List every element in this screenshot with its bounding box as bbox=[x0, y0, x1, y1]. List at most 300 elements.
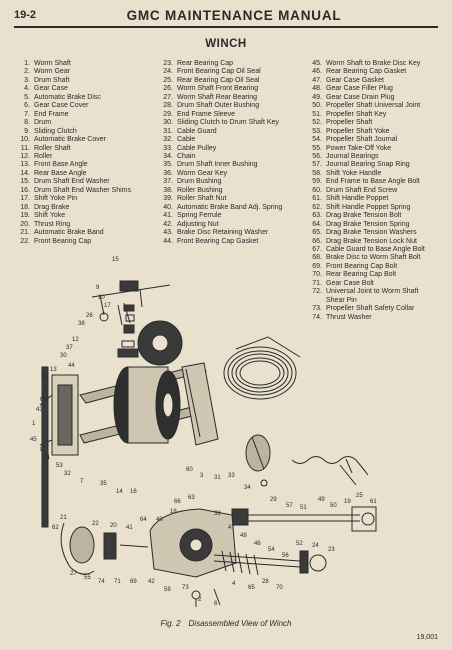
part-list-item bbox=[16, 94, 131, 102]
part-name: Automatic Brake Cover bbox=[34, 136, 106, 144]
part-number: 64. bbox=[312, 220, 322, 228]
diagram-callout-label: 69 bbox=[130, 579, 137, 585]
figure-caption bbox=[0, 619, 452, 628]
diagram-callout-label: 29 bbox=[270, 497, 277, 503]
part-name: Front Bearing Cap Gasket bbox=[177, 237, 259, 245]
part-name: Worm Shaft Rear Bearing bbox=[177, 93, 258, 101]
part-list-item bbox=[157, 195, 282, 203]
part-number: 50. bbox=[312, 102, 322, 110]
part-name: Worm Shaft to Brake Disc Key bbox=[326, 60, 421, 67]
diagram-callout-label: 13 bbox=[50, 367, 57, 373]
diagram-callout-label: 42 bbox=[148, 579, 155, 585]
part-list-item bbox=[157, 94, 282, 102]
part-number: 40. bbox=[163, 203, 173, 211]
diagram-callout-label: 19 bbox=[344, 499, 351, 505]
part-number: 72. bbox=[312, 288, 322, 296]
part-list-item bbox=[306, 195, 425, 203]
part-name: Automatic Brake Disc bbox=[34, 93, 101, 101]
part-number: 3. bbox=[24, 76, 30, 84]
diagram-callout-label: 6 bbox=[214, 601, 218, 607]
part-list-item bbox=[306, 136, 425, 144]
part-number: 47. bbox=[312, 76, 322, 84]
part-name: Universal Joint to Worm Shaft bbox=[326, 288, 419, 296]
part-name: Journal Bearings bbox=[326, 152, 379, 160]
part-number: 34. bbox=[163, 152, 173, 160]
part-name: Gear Case Cover bbox=[34, 102, 89, 110]
page-number: 19-2 bbox=[14, 9, 37, 21]
diagram-callout-label: 20 bbox=[110, 523, 117, 529]
diagram-callout-label: 27 bbox=[70, 571, 77, 577]
diagram-callout-label: 62 bbox=[52, 525, 59, 531]
part-name: Front Bearing Cap Oil Seal bbox=[177, 68, 261, 76]
part-list-item bbox=[16, 195, 131, 203]
part-number: 7. bbox=[24, 110, 30, 118]
diagram-callout-label: 14 bbox=[116, 489, 123, 495]
part-name: Cable Guard to Base Angle Bolt bbox=[326, 245, 425, 253]
part-name: Propeller Shaft bbox=[326, 119, 373, 127]
part-name: Rear Bearing Cap Bolt bbox=[326, 271, 397, 279]
part-number: 12. bbox=[20, 152, 30, 160]
part-number: 55. bbox=[312, 144, 322, 152]
diagram-callout-label: 68 bbox=[40, 397, 47, 403]
exploded-view-diagram bbox=[0, 245, 452, 615]
part-number: 46. bbox=[312, 68, 322, 76]
part-number: 31. bbox=[163, 127, 173, 135]
figure-title: Disassembled View of Winch bbox=[188, 619, 292, 628]
part-list-item bbox=[306, 204, 425, 212]
part-list-item bbox=[157, 221, 282, 229]
diagram-callout-label: 10 bbox=[98, 295, 105, 301]
diagram-callout-label: 37 bbox=[66, 345, 73, 351]
part-list-item bbox=[157, 85, 282, 93]
diagram-callout-label: 2 bbox=[198, 597, 202, 603]
diagram-callout-label: 28 bbox=[262, 579, 269, 585]
part-list-item bbox=[306, 153, 425, 161]
part-number: 60. bbox=[312, 186, 322, 194]
part-number: 32. bbox=[163, 136, 173, 144]
part-number: 73. bbox=[312, 305, 322, 313]
footer-code: 19,001 bbox=[416, 634, 438, 641]
diagram-callout-label: 60 bbox=[186, 467, 193, 473]
diagram-callout-label: 63 bbox=[188, 495, 195, 501]
part-name: Drag Brake Tension Washers bbox=[326, 229, 417, 237]
part-list-item bbox=[157, 128, 282, 136]
part-number: 43. bbox=[163, 229, 173, 237]
part-number: 49. bbox=[312, 93, 322, 101]
part-name: Drum bbox=[34, 119, 52, 127]
part-name: Power Take-Off Yoke bbox=[326, 144, 392, 152]
part-name: Drum Shaft End Screw bbox=[326, 186, 398, 194]
diagram-callout-label: 66 bbox=[174, 499, 181, 505]
part-number: 71. bbox=[312, 279, 322, 287]
part-number: 54. bbox=[312, 136, 322, 144]
part-list-item bbox=[306, 229, 425, 237]
part-name: Shift Handle Poppet bbox=[326, 195, 389, 203]
part-number: 26. bbox=[163, 85, 173, 93]
part-number: 38. bbox=[163, 186, 173, 194]
diagram-callout-label: 30 bbox=[60, 353, 67, 359]
part-number: 33. bbox=[163, 144, 173, 152]
diagram-callout-label: 61 bbox=[370, 499, 377, 505]
diagram-callout-label: 39 bbox=[214, 511, 221, 517]
part-name: Brake Disc Retaining Washer bbox=[177, 229, 269, 237]
part-list-item bbox=[306, 102, 425, 110]
part-name: Cable Pulley bbox=[177, 144, 217, 152]
part-number: 66. bbox=[312, 237, 322, 245]
part-name: Drag Brake Tension Spring bbox=[326, 220, 410, 228]
part-name: Gear Case Gasket bbox=[326, 76, 384, 84]
diagram-callout-label: 44 bbox=[68, 363, 75, 369]
part-number: 44. bbox=[163, 237, 173, 245]
part-name: Journal Bearing Snap Ring bbox=[326, 161, 410, 169]
part-name: Shift Yoke Handle bbox=[326, 169, 382, 177]
diagram-callout-label: 45 bbox=[30, 437, 37, 443]
part-name: Propeller Shaft Yoke bbox=[326, 127, 390, 135]
part-number: 30. bbox=[163, 119, 173, 127]
part-name: Drum Bushing bbox=[177, 178, 222, 186]
part-name: Roller bbox=[34, 152, 53, 160]
part-name: Front Bearing Cap bbox=[34, 237, 92, 245]
diagram-callout-label: 26 bbox=[86, 313, 93, 319]
diagram-callout-label: 56 bbox=[282, 553, 289, 559]
figure-number: Fig. 2 bbox=[160, 619, 181, 628]
part-list-item bbox=[306, 111, 425, 119]
diagram-callout-label: 40 bbox=[156, 517, 163, 523]
part-list-item bbox=[157, 136, 282, 144]
part-number: 17. bbox=[20, 195, 30, 203]
brake-assembly bbox=[61, 523, 148, 574]
diagram-callout-label: 49 bbox=[318, 497, 325, 503]
part-name: Gear Case Filler Plug bbox=[326, 85, 393, 93]
part-list-item bbox=[306, 145, 425, 153]
part-name: Rear Base Angle bbox=[34, 169, 87, 177]
part-number: 53. bbox=[312, 127, 322, 135]
part-list-item bbox=[16, 178, 131, 186]
parts-list-column-2 bbox=[157, 60, 282, 246]
parts-list-column-1 bbox=[16, 60, 131, 246]
part-number: 15. bbox=[20, 178, 30, 186]
diagram-callout-label: 9 bbox=[96, 285, 100, 291]
part-number: 5. bbox=[24, 93, 30, 101]
part-number: 48. bbox=[312, 85, 322, 93]
diagram-callout-label: 25 bbox=[356, 493, 363, 499]
part-list-item bbox=[306, 68, 425, 76]
diagram-callout-label: 35 bbox=[100, 481, 107, 487]
part-list-item bbox=[157, 119, 282, 127]
diagram-callout-label: 55 bbox=[84, 575, 91, 581]
part-number: 39. bbox=[163, 195, 173, 203]
part-list-item bbox=[16, 68, 131, 76]
part-number: 19. bbox=[20, 212, 30, 220]
diagram-callout-label: 21 bbox=[60, 515, 67, 521]
diagram-callout-label: 51 bbox=[300, 505, 307, 511]
part-number: 62. bbox=[312, 203, 322, 211]
part-number: 37. bbox=[163, 178, 173, 186]
part-name: Drum Shaft bbox=[34, 76, 70, 84]
part-list-item bbox=[306, 212, 425, 220]
part-number: 70. bbox=[312, 271, 322, 279]
part-number: 59. bbox=[312, 178, 322, 186]
part-name: Front Base Angle bbox=[34, 161, 88, 169]
part-number: 24. bbox=[163, 68, 173, 76]
part-number: 2. bbox=[24, 68, 30, 76]
part-number: 51. bbox=[312, 110, 322, 118]
part-name: Automatic Brake Band bbox=[34, 229, 104, 237]
diagram-callout-label: 4 bbox=[232, 581, 236, 587]
diagram-callout-label: 54 bbox=[268, 547, 275, 553]
part-number: 65. bbox=[312, 229, 322, 237]
part-name: Brake Disc to Worm Shaft Bolt bbox=[326, 254, 421, 262]
part-list-item bbox=[16, 60, 131, 68]
diagram-callout-label: 15 bbox=[112, 257, 119, 263]
diagram-callout-label: 58 bbox=[164, 587, 171, 593]
part-number: 25. bbox=[163, 76, 173, 84]
diagram-callout-label: 65 bbox=[248, 585, 255, 591]
part-list-item bbox=[306, 178, 425, 186]
part-list-item bbox=[157, 77, 282, 85]
part-list-item bbox=[157, 212, 282, 220]
part-list-item bbox=[16, 170, 131, 178]
part-name: Roller Bushing bbox=[177, 186, 223, 194]
diagram-callout-label: 17 bbox=[104, 303, 111, 309]
diagram-callout-label: 53 bbox=[56, 463, 63, 469]
diagram-callout-label: 43 bbox=[36, 407, 43, 413]
part-number: 6. bbox=[24, 102, 30, 110]
part-number: 4. bbox=[24, 85, 30, 93]
gear-case bbox=[150, 509, 236, 577]
part-number: 45. bbox=[312, 60, 322, 67]
part-number: 63. bbox=[312, 212, 322, 220]
diagram-callout-label: 1 bbox=[32, 421, 36, 427]
part-name: Worm Shaft Front Bearing bbox=[177, 85, 259, 93]
part-list-item bbox=[16, 187, 131, 195]
diagram-callout-label: 46 bbox=[254, 541, 261, 547]
part-list-item bbox=[16, 145, 131, 153]
part-name: Shift Handle Poppet Spring bbox=[326, 203, 411, 211]
part-name: Propeller Shaft Safety Collar bbox=[326, 305, 415, 313]
chain bbox=[292, 457, 368, 486]
part-number: 42. bbox=[163, 220, 173, 228]
part-list-item bbox=[306, 170, 425, 178]
diagram-callout-label: 50 bbox=[330, 503, 337, 509]
part-number: 57. bbox=[312, 161, 322, 169]
diagram-callout-label: 33 bbox=[228, 473, 235, 479]
part-list-item bbox=[157, 170, 282, 178]
part-list-item bbox=[157, 60, 282, 68]
part-number: 8. bbox=[24, 119, 30, 127]
winch-drum bbox=[114, 367, 180, 443]
part-name: Drag Brake bbox=[34, 203, 70, 211]
part-name: Propeller Shaft Universal Joint bbox=[326, 102, 421, 110]
part-list-item bbox=[306, 77, 425, 85]
part-name: Roller Shaft bbox=[34, 144, 71, 152]
diagram-callout-label: 48 bbox=[240, 533, 247, 539]
part-number: 23. bbox=[163, 60, 173, 67]
part-name: Drum Shaft End Washer bbox=[34, 178, 110, 186]
part-name: Drum Shaft Outer Bushing bbox=[177, 102, 260, 110]
part-name: Drag Brake Tension Bolt bbox=[326, 212, 402, 220]
cable-pulley bbox=[246, 435, 270, 486]
part-list-item bbox=[157, 178, 282, 186]
part-name: Rear Bearing Cap Oil Seal bbox=[177, 76, 260, 84]
part-name: Sliding Clutch to Drum Shaft Key bbox=[177, 119, 279, 127]
part-list-item bbox=[157, 145, 282, 153]
diagram-callout-label: 12 bbox=[72, 337, 79, 343]
part-name: Cable bbox=[177, 136, 196, 144]
diagram-callout-label: 8 bbox=[40, 447, 44, 453]
part-list-item bbox=[157, 153, 282, 161]
roller bbox=[182, 363, 218, 445]
part-list-item bbox=[306, 187, 425, 195]
part-list-item bbox=[16, 128, 131, 136]
diagram-callout-label: 71 bbox=[114, 579, 121, 585]
part-number: 41. bbox=[163, 212, 173, 220]
part-number: 28. bbox=[163, 102, 173, 110]
part-number: 36. bbox=[163, 169, 173, 177]
part-name: Rear Bearing Cap Gasket bbox=[326, 68, 407, 76]
diagram-callout-label: 70 bbox=[276, 585, 283, 591]
part-list-item bbox=[306, 94, 425, 102]
part-name: Gear Case Bolt bbox=[326, 279, 374, 287]
diagram-callout-label: 36 bbox=[42, 375, 49, 381]
part-list-item bbox=[306, 60, 425, 68]
diagram-callout-label: 22 bbox=[92, 521, 99, 527]
diagram-callout-label: 57 bbox=[286, 503, 293, 509]
part-name: Worm Gear Key bbox=[177, 169, 228, 177]
part-list-item bbox=[306, 221, 425, 229]
part-name: Shift Yoke bbox=[34, 212, 66, 220]
diagram-callout-label: 74 bbox=[98, 579, 105, 585]
part-name: Drum Shaft End Washer Shims bbox=[34, 186, 131, 194]
diagram-callout-label: 23 bbox=[328, 547, 335, 553]
part-name: Roller Shaft Nut bbox=[177, 195, 227, 203]
part-name: Rear Bearing Cap bbox=[177, 60, 234, 67]
part-name: Thrust Washer bbox=[326, 313, 372, 321]
part-name: End Frame Sleeve bbox=[177, 110, 235, 118]
part-number: 22. bbox=[20, 237, 30, 245]
part-name: Drum Shaft Inner Bushing bbox=[177, 161, 258, 169]
part-number: 68. bbox=[312, 254, 322, 262]
part-list-item bbox=[16, 161, 131, 169]
part-name: Gear Case bbox=[34, 85, 68, 93]
part-name: Shear Pin bbox=[326, 296, 357, 304]
part-number: 61. bbox=[312, 195, 322, 203]
part-number: 20. bbox=[20, 220, 30, 228]
diagram-callout-label: 3 bbox=[200, 473, 204, 479]
part-number: 16. bbox=[20, 186, 30, 194]
part-list-item bbox=[306, 119, 425, 127]
part-number: 58. bbox=[312, 169, 322, 177]
diagram-callout-label: 38 bbox=[78, 321, 85, 327]
part-name: Drag Brake Tension Lock Nut bbox=[326, 237, 417, 245]
part-name: End Frame to Base Angle Bolt bbox=[326, 178, 420, 186]
part-list-item bbox=[16, 229, 131, 237]
part-list-item bbox=[157, 68, 282, 76]
part-list-item bbox=[157, 229, 282, 237]
worm-gear bbox=[138, 321, 182, 365]
cable-coil bbox=[224, 337, 300, 399]
diagram-callout-label: 31 bbox=[214, 475, 221, 481]
part-list-item bbox=[16, 85, 131, 93]
diagram-callout-label: 32 bbox=[64, 471, 71, 477]
part-name: Worm Gear bbox=[34, 68, 71, 76]
part-list-item bbox=[157, 102, 282, 110]
part-number: 1. bbox=[24, 60, 30, 67]
diagram-callout-label: 64 bbox=[140, 517, 147, 523]
part-name: Front Bearing Cap Bolt bbox=[326, 262, 398, 270]
part-list-item bbox=[16, 77, 131, 85]
part-name: Thrust Ring bbox=[34, 220, 71, 228]
part-list-item bbox=[306, 161, 425, 169]
diagram-callout-label: 7 bbox=[80, 479, 84, 485]
diagram-callout-label: 11 bbox=[44, 455, 51, 461]
diagram-callout-label: 16 bbox=[130, 489, 137, 495]
part-number: 18. bbox=[20, 203, 30, 211]
part-name: Chain bbox=[177, 152, 196, 160]
diagram-callout-label: 34 bbox=[244, 485, 251, 491]
diagram-callout-label: 41 bbox=[126, 525, 133, 531]
part-name: Propeller Shaft Journal bbox=[326, 136, 398, 144]
part-number: 10. bbox=[20, 136, 30, 144]
part-list-item bbox=[16, 136, 131, 144]
part-list-item bbox=[16, 102, 131, 110]
part-list-item bbox=[16, 221, 131, 229]
part-number: 52. bbox=[312, 119, 322, 127]
part-list-item bbox=[16, 204, 131, 212]
part-number: 29. bbox=[163, 110, 173, 118]
part-number: 27. bbox=[163, 93, 173, 101]
part-number: 13. bbox=[20, 161, 30, 169]
part-number: 14. bbox=[20, 169, 30, 177]
diagram-callout-label: 47 bbox=[228, 525, 235, 531]
part-name: Adjusting Nut bbox=[177, 220, 219, 228]
part-list-item bbox=[157, 161, 282, 169]
manual-title: GMC MAINTENANCE MANUAL bbox=[126, 8, 342, 23]
part-number: 21. bbox=[20, 229, 30, 237]
part-name: Automatic Brake Band Adj. Spring bbox=[177, 203, 283, 211]
page-header bbox=[14, 9, 438, 28]
part-list-item bbox=[157, 111, 282, 119]
part-list-item bbox=[16, 111, 131, 119]
part-name: Cable Guard bbox=[177, 127, 217, 135]
part-name: Sliding Clutch bbox=[34, 127, 77, 135]
part-list-item bbox=[157, 187, 282, 195]
diagram-callout-label: 52 bbox=[296, 541, 303, 547]
diagram-callout-label: 5 bbox=[44, 387, 48, 393]
part-name: Propeller Shaft Key bbox=[326, 110, 387, 118]
part-name: Gear Case Drain Plug bbox=[326, 93, 395, 101]
part-number: 67. bbox=[312, 245, 322, 253]
part-list-item bbox=[157, 204, 282, 212]
section-title: WINCH bbox=[205, 38, 247, 50]
part-number: 69. bbox=[312, 262, 322, 270]
part-list-item bbox=[16, 153, 131, 161]
part-list-item bbox=[306, 85, 425, 93]
diagram-callout-label: 24 bbox=[312, 543, 319, 549]
part-name: Worm Shaft bbox=[34, 60, 71, 67]
part-name: Shift Yoke Pin bbox=[34, 195, 78, 203]
part-number: 9. bbox=[24, 127, 30, 135]
part-number: 11. bbox=[20, 144, 30, 152]
diagram-callout-label: 73 bbox=[182, 585, 189, 591]
part-number: 74. bbox=[312, 313, 322, 321]
part-list-item bbox=[306, 128, 425, 136]
part-list-item bbox=[16, 212, 131, 220]
part-list-item bbox=[16, 119, 131, 127]
part-number: 56. bbox=[312, 152, 322, 160]
diagram-callout-label: 18 bbox=[170, 509, 177, 515]
hardware-column bbox=[118, 305, 138, 357]
